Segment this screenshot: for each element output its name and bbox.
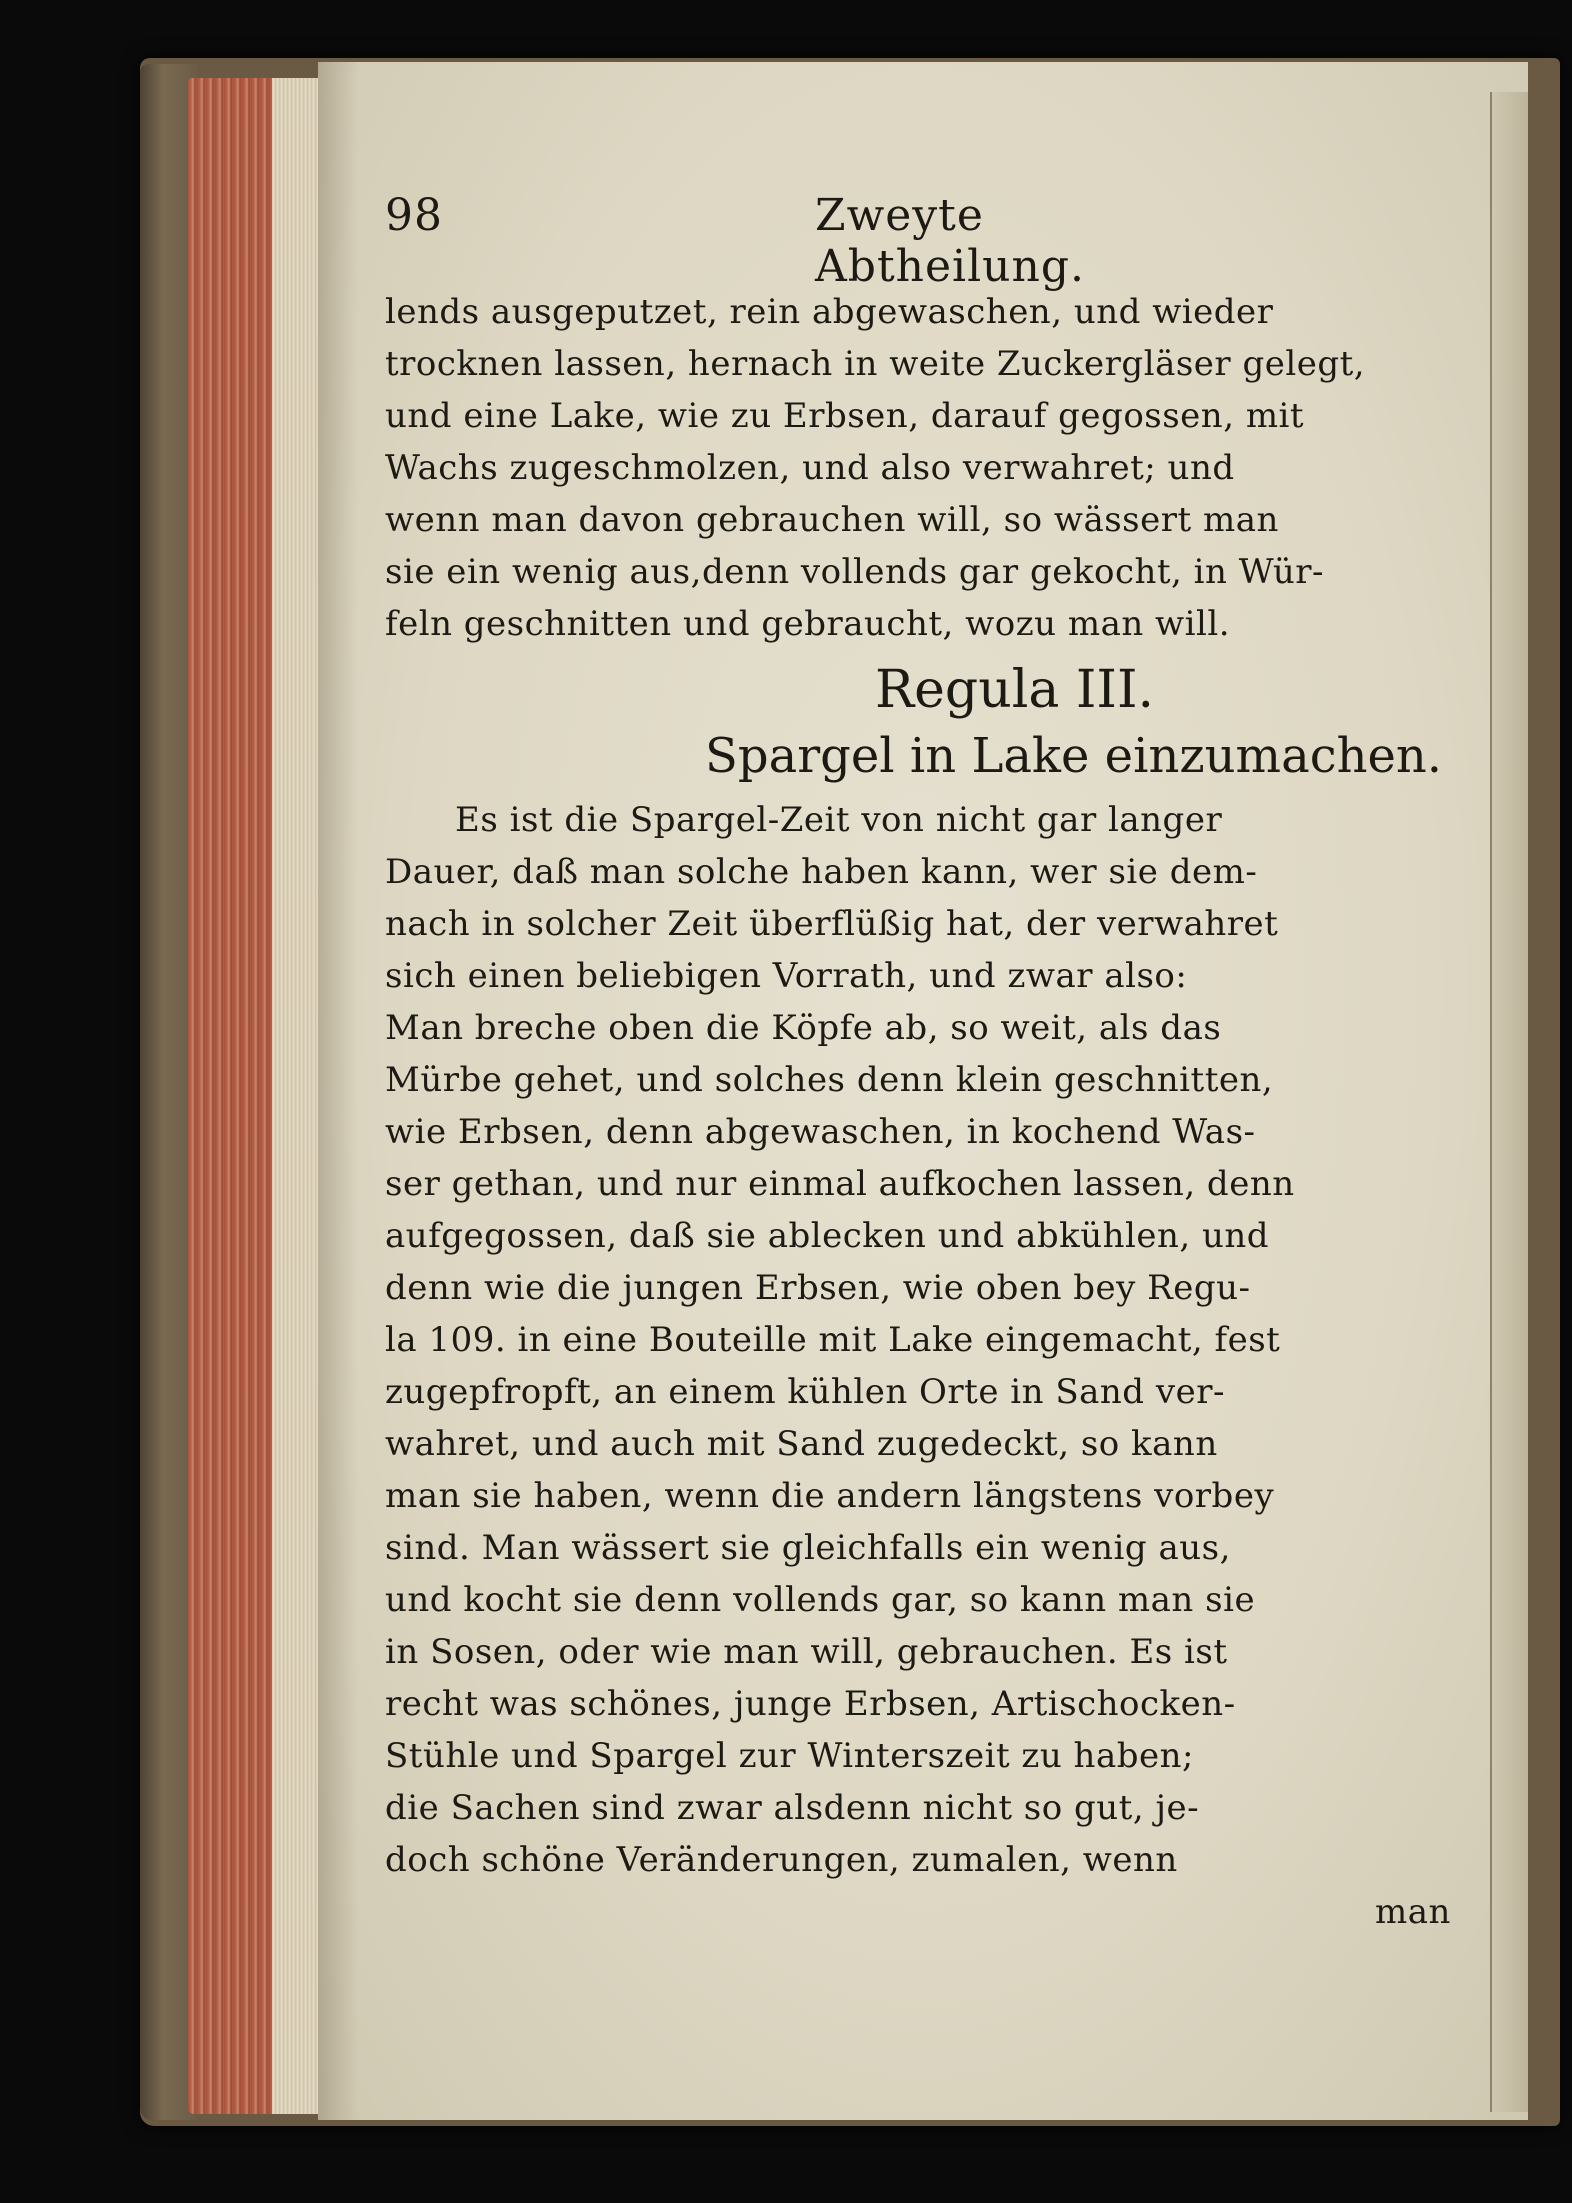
facing-page-edge <box>1490 92 1528 2112</box>
text-line: Dauer, daß man solche haben kann, wer sie dem- <box>385 852 1258 892</box>
text-line: und eine Lake, wie zu Erbsen, darauf gegossen, mit <box>385 396 1305 436</box>
page-number: 98 <box>385 190 443 241</box>
text-line: wie Erbsen, denn abgewaschen, in kochend Was- <box>385 1112 1256 1152</box>
text-line: recht was schönes, junge Erbsen, Artischocken- <box>385 1684 1236 1724</box>
text-line: feln geschnitten und gebraucht, wozu man will. <box>385 604 1231 644</box>
text-line: trocknen lassen, hernach in weite Zuckergläser gelegt, <box>385 344 1366 384</box>
text-line: aufgegossen, daß sie ablecken und abkühlen, und <box>385 1216 1270 1256</box>
text-line: lends ausgeputzet, rein abgewaschen, und wieder <box>385 292 1274 332</box>
text-line: Es ist die Spargel-Zeit von nicht gar langer <box>455 800 1223 840</box>
text-line: denn wie die jungen Erbsen, wie oben bey Regu- <box>385 1268 1251 1308</box>
text-line: in Sosen, oder wie man will, gebrauchen. Es ist <box>385 1632 1228 1672</box>
page-edges <box>188 78 318 2114</box>
text-line: Mürbe gehet, und solches denn klein geschnitten, <box>385 1060 1274 1100</box>
page-header <box>385 190 1265 292</box>
text-line: ser gethan, und nur einmal aufkochen lassen, denn <box>385 1164 1295 1204</box>
text-line: und kocht sie denn vollends gar, so kann man sie <box>385 1580 1256 1620</box>
text-line: doch schöne Veränderungen, zumalen, wenn <box>385 1840 1178 1880</box>
text-line: wenn man davon gebrauchen will, so wässert man <box>385 500 1279 540</box>
text-line: zugepfropft, an einem kühlen Orte in Sand ver- <box>385 1372 1225 1412</box>
text-line: la 109. in eine Bouteille mit Lake eingemacht, fest <box>385 1320 1281 1360</box>
text-line: die Sachen sind zwar alsdenn nicht so gut, je- <box>385 1788 1200 1828</box>
text-line: Stühle und Spargel zur Winterszeit zu haben; <box>385 1736 1194 1776</box>
section-title: Spargel in Lake einzumachen. <box>705 728 1443 784</box>
text-line: Man breche oben die Köpfe ab, so weit, als das <box>385 1008 1222 1048</box>
text-line: Wachs zugeschmolzen, und also verwahret; und <box>385 448 1235 488</box>
text-line: sind. Man wässert sie gleichfalls ein wenig aus, <box>385 1528 1231 1568</box>
text-line: nach in solcher Zeit überflüßig hat, der verwahret <box>385 904 1279 944</box>
gutter-shadow <box>318 62 358 2120</box>
text-line: sie ein wenig aus,denn vollends gar gekocht, in Wür- <box>385 552 1324 592</box>
text-line: wahret, und auch mit Sand zugedeckt, so kann <box>385 1424 1218 1464</box>
section-regula: Regula III. <box>875 660 1155 720</box>
running-head: Zweyte Abtheilung. <box>815 190 1085 292</box>
text-line: man sie haben, wenn die andern längstens vorbey <box>385 1476 1275 1516</box>
text-line: sich einen beliebigen Vorrath, und zwar also: <box>385 956 1188 996</box>
catchword: man <box>1375 1892 1451 1932</box>
